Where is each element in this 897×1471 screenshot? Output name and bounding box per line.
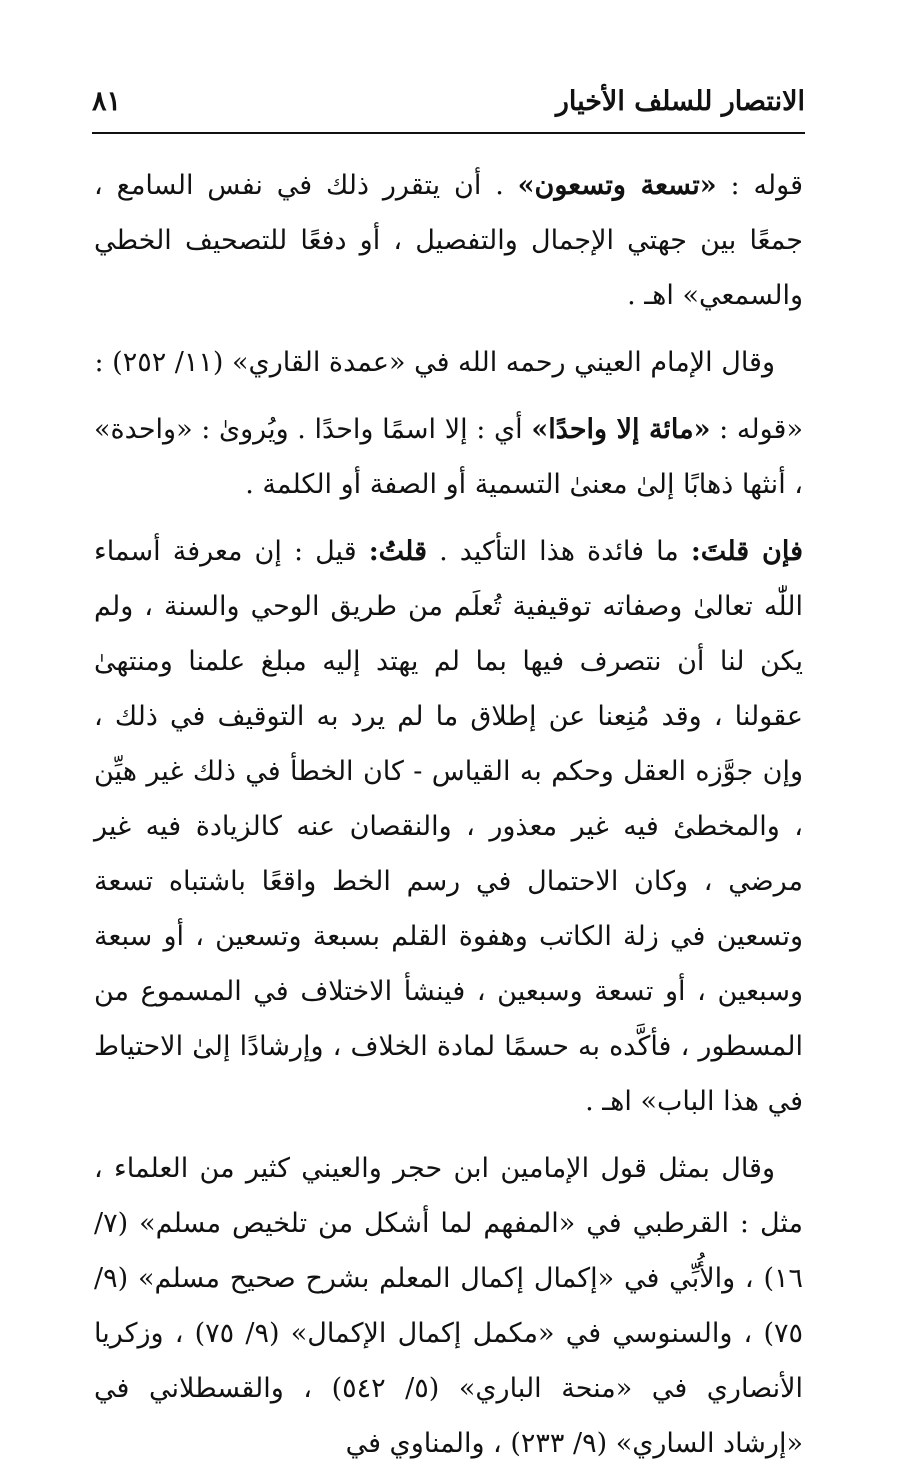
paragraph-1 — [94, 158, 803, 323]
page-number: ٨١ — [92, 86, 122, 117]
bold-term: فإن قلتَ: — [690, 536, 804, 567]
page-body — [94, 158, 803, 1471]
page-header — [92, 84, 805, 128]
text-run: ما فائدة هذا التأكيد . — [427, 536, 691, 567]
text-run: أي : إلا اسمًا واحدًا . ويُروىٰ : «واحدة» ، أنثها ذهابًا إلىٰ معنىٰ التسمية أو الصفة أو الكلمة . — [94, 414, 803, 500]
bold-quote: «مائة إلا واحدًا» — [531, 414, 711, 445]
text-run: وقال بمثل قول الإمامين ابن حجر والعيني كثير من العلماء ، مثل : القرطبي في «المفهم لما أشكل من تلخيص مسلم» (٧/ ١٦) ، والأُبِّي في «إكمال إكمال المعلم بشرح صحيح مسلم» (٩/ ٧٥) ، والسنوسي في «مكمل إكمال الإكمال» (٩/ ٧٥) ، وزكريا الأنصاري في «منحة الباري» (٥/ ٥٤٢) ، والقسطلاني في «إرشاد الساري» (٩/ ٢٣٣) ، والمناوي في — [94, 1153, 803, 1459]
paragraph-2 — [94, 335, 803, 390]
text-run: «قوله : — [710, 414, 803, 445]
bold-quote: «تسعة وتسعون» — [517, 170, 717, 201]
bold-term: قلتُ: — [368, 536, 428, 567]
paragraph-4 — [94, 524, 803, 1129]
text-run: قوله : — [716, 170, 803, 201]
running-title: الانتصار للسلف الأخيار — [555, 86, 805, 117]
header-rule — [92, 132, 805, 134]
text-run: . أن يتقرر ذلك في نفس السامع ، جمعًا بين جهتي الإجمال والتفصيل ، أو دفعًا للتصحيف الخطي والسمعي» اهـ . — [94, 170, 803, 311]
text-run: قيل : إن معرفة أسماء اللّٰه تعالىٰ وصفاته توقيفية تُعلَم من طريق الوحي والسنة ، ولم يكن لنا أن نتصرف فيها بما لم يهتد إليه مبلغ علمنا ومنتهىٰ عقولنا ، وقد مُنِعنا عن إطلاق ما لم يرد به التوقيف في ذلك ، وإن جوَّزه العقل وحكم به القياس - كان الخطأ في ذلك غير هيِّن ، والمخطئ فيه غير معذور ، والنقصان عنه كالزيادة فيه غير مرضي ، وكان الاحتمال في رسم الخط واقعًا باشتباه تسعة وتسعين في زلة الكاتب وهفوة القلم بسبعة وتسعين ، أو سبعة وسبعين ، أو تسعة وسبعين ، فينشأ الاختلاف في المسموع من المسطور ، فأكَّده به حسمًا لمادة الخلاف ، وإرشادًا إلىٰ الاحتياط في هذا الباب» اهـ . — [94, 536, 803, 1117]
paragraph-3 — [94, 402, 803, 512]
text-run: وقال الإمام العيني رحمه الله في «عمدة القاري» (١١/ ٢٥٢) : — [94, 347, 775, 378]
paragraph-5 — [94, 1141, 803, 1471]
